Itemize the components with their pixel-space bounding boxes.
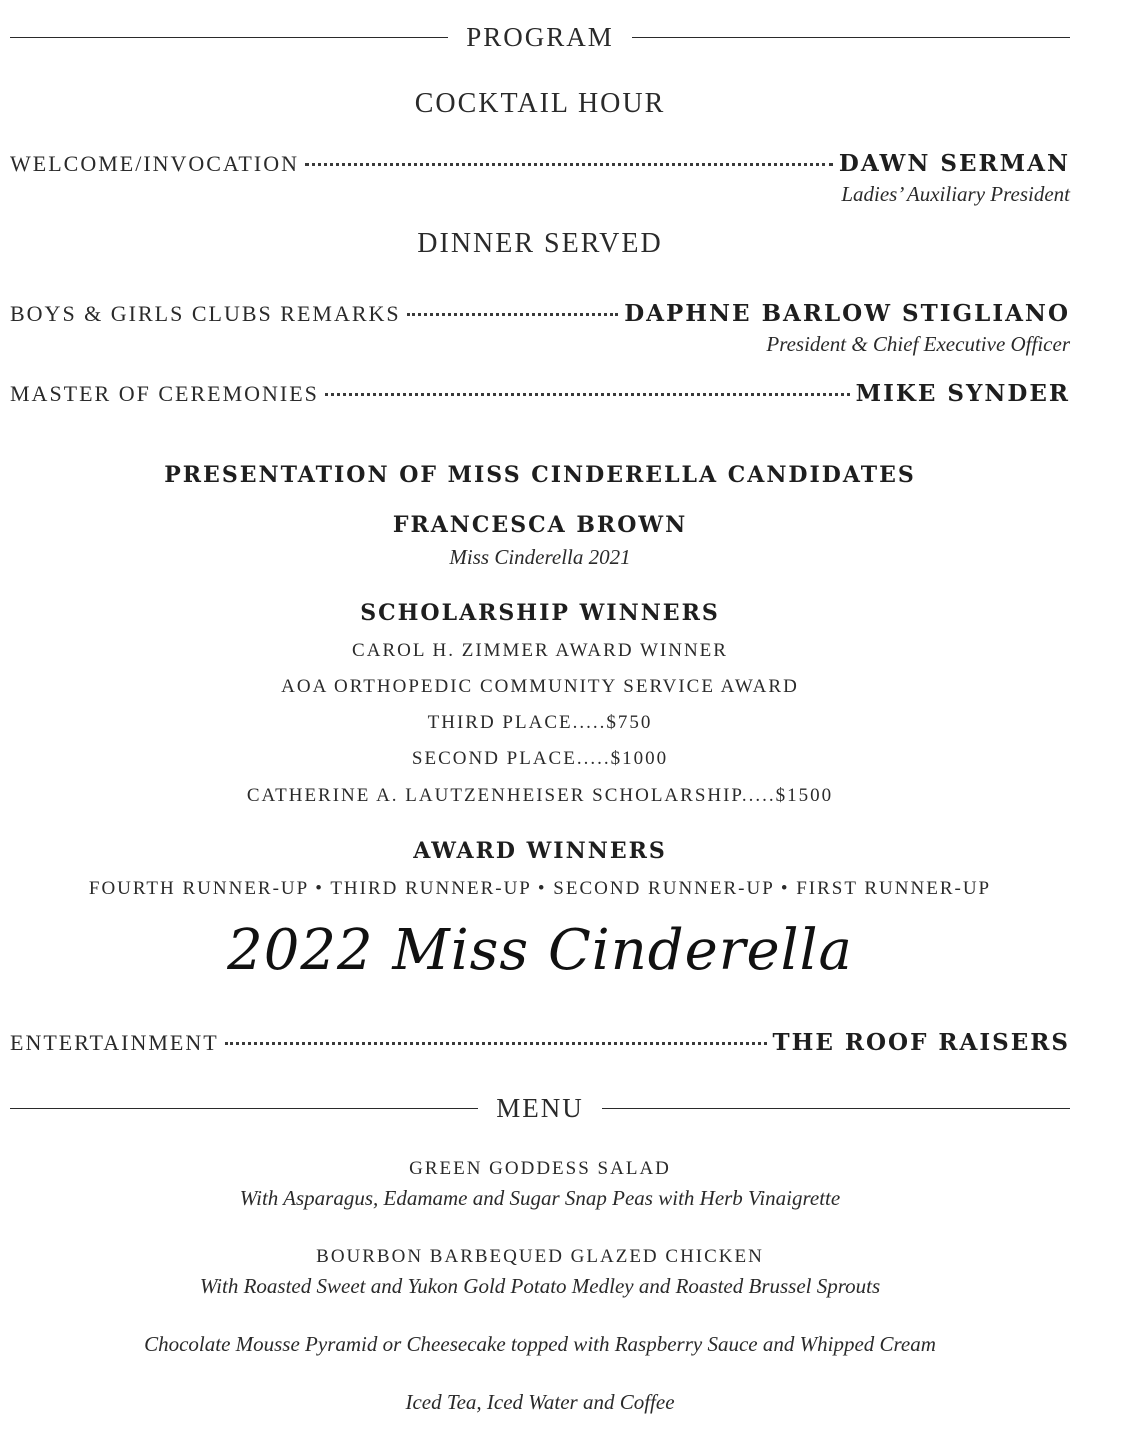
presentation-heading: PRESENTATION OF MISS CINDERELLA CANDIDATES — [164, 462, 916, 488]
scholarship-item: AOA ORTHOPEDIC COMMUNITY SERVICE AWARD — [281, 676, 799, 697]
mc-name: MIKE SYNDER — [855, 380, 1070, 407]
dessert: Chocolate Mousse Pyramid or Cheesecake topped with Raspberry Sauce and Whipped Cream — [144, 1332, 936, 1356]
welcome-line — [10, 150, 1070, 177]
scholarship-item: CAROL H. ZIMMER AWARD WINNER — [352, 640, 728, 661]
salad-desc: With Asparagus, Edamame and Sugar Snap Peas with Herb Vinaigrette — [239, 1186, 841, 1210]
welcome-label: WELCOME/INVOCATION — [10, 151, 299, 176]
awards-line: FOURTH RUNNER-UP • THIRD RUNNER-UP • SECOND RUNNER-UP • FIRST RUNNER-UP — [88, 878, 992, 899]
program-heading: PROGRAM — [466, 22, 614, 52]
awards-heading: AWARD WINNERS — [413, 838, 667, 864]
bgc-remarks-line — [10, 300, 1070, 327]
dinner-served-heading: DINNER SERVED — [417, 228, 663, 259]
entree-name: BOURBON BARBEQUED GLAZED CHICKEN — [316, 1246, 764, 1267]
scholarship-item: SECOND PLACE.....$1000 — [411, 748, 669, 769]
reigning-title: Miss Cinderella 2021 — [449, 545, 631, 569]
entertainment-label: ENTERTAINMENT — [10, 1030, 219, 1055]
menu-header — [10, 1093, 1070, 1124]
divider-rule — [10, 37, 448, 38]
salad-name: GREEN GODDESS SALAD — [409, 1158, 671, 1179]
entertainment-name: THE ROOF RAISERS — [772, 1029, 1070, 1056]
script-title: 2022 Miss Cinderella — [227, 918, 853, 983]
bgc-remarks-label: BOYS & GIRLS CLUBS REMARKS — [10, 301, 401, 326]
bgc-remarks-name: DAPHNE BARLOW STIGLIANO — [624, 300, 1070, 327]
mc-label: MASTER OF CEREMONIES — [10, 381, 319, 406]
dot-leader — [325, 393, 850, 396]
drinks: Iced Tea, Iced Water and Coffee — [405, 1390, 675, 1414]
program-header — [10, 22, 1070, 53]
welcome-role: Ladies’ Auxiliary President — [841, 182, 1070, 206]
dot-leader — [305, 163, 833, 166]
scholarship-item: THIRD PLACE.....$750 — [427, 712, 653, 733]
divider-rule — [632, 37, 1070, 38]
mc-line — [10, 380, 1070, 407]
welcome-name: DAWN SERMAN — [838, 150, 1070, 177]
entree-desc: With Roasted Sweet and Yukon Gold Potato Medley and Roasted Brussel Sprouts — [199, 1274, 881, 1298]
cocktail-hour-heading: COCKTAIL HOUR — [414, 88, 666, 119]
entertainment-line — [10, 1029, 1070, 1056]
dot-leader — [225, 1042, 767, 1045]
divider-rule — [10, 1108, 478, 1109]
scholarship-heading: SCHOLARSHIP WINNERS — [360, 600, 720, 626]
divider-rule — [602, 1108, 1070, 1109]
scholarship-item: CATHERINE A. LAUTZENHEISER SCHOLARSHIP.....$1500 — [246, 785, 834, 806]
reigning-name: FRANCESCA BROWN — [392, 512, 688, 538]
bgc-remarks-role: President & Chief Executive Officer — [766, 332, 1070, 356]
dot-leader — [407, 313, 619, 316]
menu-heading: MENU — [496, 1093, 584, 1123]
